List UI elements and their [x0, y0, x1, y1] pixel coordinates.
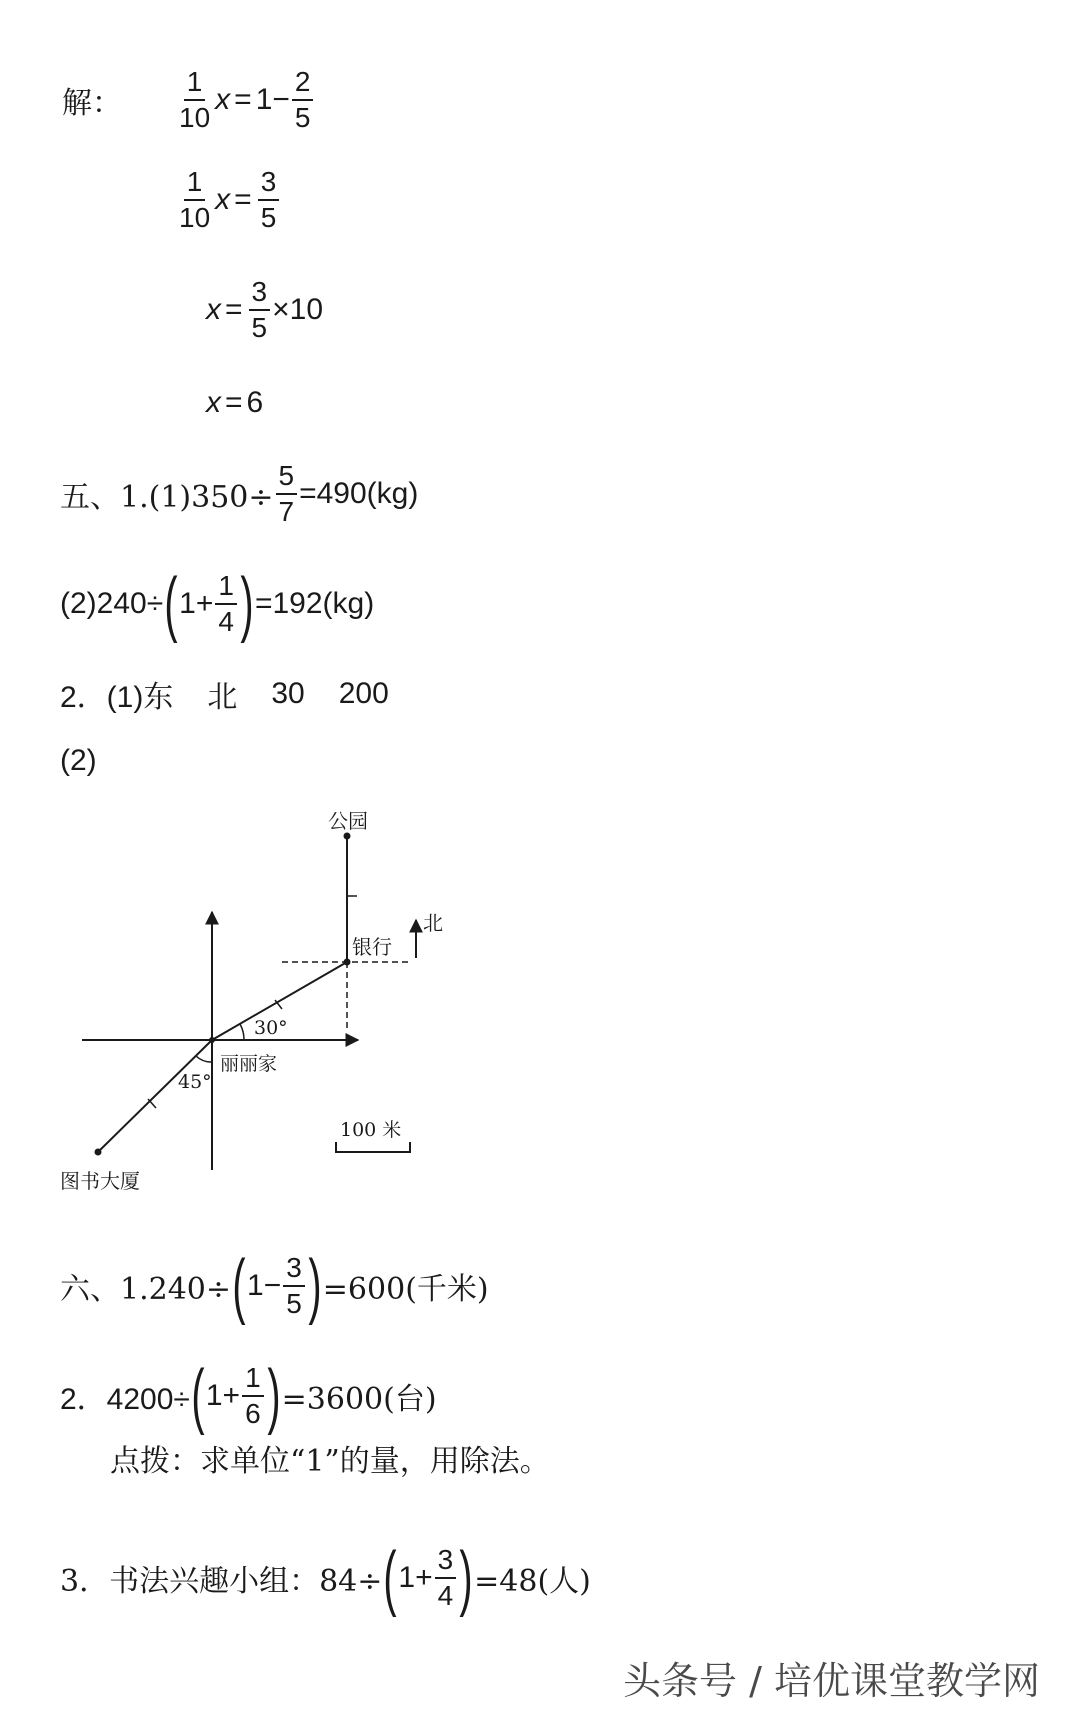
expr: ×10: [272, 293, 323, 326]
fraction: [249, 278, 271, 342]
label-home: 丽丽家: [220, 1053, 278, 1075]
fraction: [258, 168, 280, 232]
left-paren: (: [191, 1356, 205, 1436]
label-bank: 银行: [352, 935, 392, 959]
fraction: [176, 168, 213, 232]
expr-tail: =490(kg): [299, 477, 419, 510]
answer-c: 30: [271, 677, 305, 710]
value: 6: [246, 386, 264, 419]
right-paren: ): [267, 1356, 281, 1436]
label-angle-45: 45°: [178, 1071, 212, 1093]
numerator: 3: [249, 278, 271, 311]
section6-item2: [60, 1356, 437, 1436]
answer-a: 东: [143, 680, 174, 715]
answer-b: 北: [207, 680, 238, 715]
right-paren: ): [240, 564, 254, 644]
expr-prefix: 2．4200÷: [60, 1383, 190, 1416]
right-paren: ): [308, 1246, 322, 1326]
denominator: 6: [245, 1398, 261, 1429]
expr-tail: =192(kg): [254, 587, 375, 620]
equals: =: [234, 83, 252, 116]
denominator: 10: [179, 102, 211, 133]
item-label: 2．(1): [60, 681, 144, 714]
denominator: 5: [286, 1288, 302, 1319]
angle-arc-45: [196, 1056, 212, 1062]
fraction: [435, 1546, 457, 1610]
library-point: [95, 1149, 102, 1156]
label-angle-30: 30°: [254, 1017, 288, 1039]
fraction: [242, 1364, 264, 1428]
label-scale: 100 米: [340, 1119, 402, 1141]
section6-item1: [60, 1246, 489, 1326]
expr-tail: =48(人): [474, 1564, 591, 1599]
expr-tail: =3600(台): [281, 1382, 437, 1417]
numerator: 2: [292, 68, 314, 101]
denominator: 5: [251, 312, 268, 343]
equals: =: [225, 386, 243, 419]
section5-item1-part2: [60, 564, 375, 644]
left-paren: (: [164, 564, 178, 644]
expr-inner: 1+: [205, 1379, 241, 1412]
numerator: 1: [215, 572, 237, 605]
numerator: 5: [276, 462, 298, 495]
park-point: [344, 833, 351, 840]
direction-diagram: [60, 790, 480, 1210]
solution-line-1: [62, 68, 315, 132]
expr-tail: =600(千米): [322, 1272, 489, 1307]
solution-line-3: [206, 278, 323, 342]
home-library-line: [98, 1040, 212, 1152]
numerator: 1: [184, 68, 206, 101]
answer-d: 200: [338, 677, 389, 710]
numerator: 1: [242, 1364, 264, 1397]
angle-arc-30: [240, 1024, 244, 1040]
section5-item1-part1: [60, 462, 418, 526]
scale-bar: [336, 1142, 410, 1152]
numerator: 3: [258, 168, 280, 201]
denominator: 4: [437, 1580, 454, 1611]
variable: x: [215, 83, 231, 116]
numerator: 3: [283, 1254, 305, 1287]
expr-inner: 1−: [247, 1269, 282, 1302]
variable: x: [206, 293, 221, 326]
denominator: 10: [179, 202, 211, 233]
expr-prefix: 3．书法兴趣小组：84÷: [60, 1564, 383, 1599]
expr: 1−: [255, 83, 290, 116]
section5-item2-part1: [60, 672, 389, 716]
denominator: 5: [294, 102, 311, 133]
hint-text: 点拨：求单位“1”的量，用除法。: [110, 1444, 550, 1479]
denominator: 7: [278, 496, 295, 527]
solution-line-4: [206, 386, 263, 420]
equals: =: [234, 183, 252, 216]
fraction: [215, 572, 237, 636]
watermark: 头条号 / 培优课堂教学网: [623, 1659, 1040, 1703]
numerator: 1: [184, 168, 206, 201]
section5-item2-part2: [60, 744, 97, 778]
fraction: [292, 68, 314, 132]
denominator: 5: [260, 202, 277, 233]
fraction: [276, 462, 298, 526]
left-paren: (: [383, 1538, 397, 1618]
equals: =: [225, 293, 243, 326]
numerator: 3: [435, 1546, 457, 1579]
fraction: [283, 1254, 305, 1318]
right-paren: ): [459, 1538, 473, 1618]
expr-prefix: (2)240÷: [60, 587, 164, 620]
left-paren: (: [232, 1246, 246, 1326]
label-library: 图书大厦: [60, 1169, 140, 1193]
expr-prefix: 六、1.240÷: [60, 1272, 232, 1307]
denominator: 4: [218, 606, 234, 637]
section6-item3: [60, 1538, 591, 1618]
tick: [148, 1099, 156, 1108]
solution-line-2: [174, 168, 281, 232]
expr-inner: 1+: [398, 1561, 433, 1594]
item-label: (2): [60, 744, 97, 777]
expr-prefix: 五、1.(1)350÷: [60, 480, 274, 515]
expr-inner: 1+: [179, 587, 214, 620]
variable: x: [206, 386, 221, 419]
fraction: [176, 68, 213, 132]
label-park: 公园: [328, 809, 368, 833]
solution-label: 解：: [62, 86, 122, 121]
label-north: 北: [423, 911, 443, 935]
home-point: [209, 1037, 215, 1043]
variable: x: [215, 183, 231, 216]
